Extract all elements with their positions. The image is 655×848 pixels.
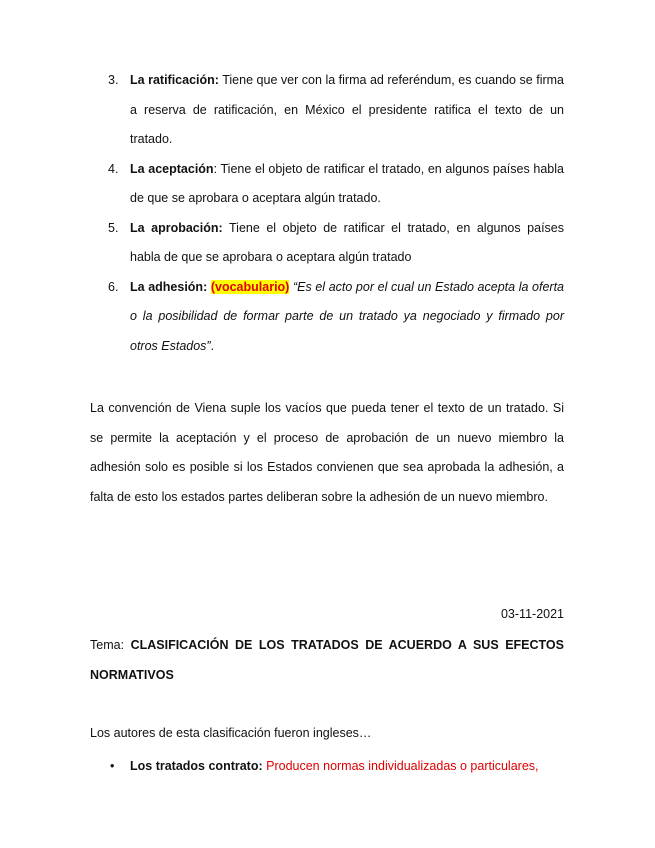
bullet-text: Producen normas individualizadas o particulares, xyxy=(262,759,539,773)
list-term: La ratificación: xyxy=(130,73,219,87)
numbered-list xyxy=(0,66,655,361)
topic-title: CLASIFICACIÓN DE LOS TRATADOS DE ACUERDO A SUS EFECTOS NORMATIVOS xyxy=(90,638,564,682)
bullet-term: Los tratados contrato: xyxy=(130,759,263,773)
intro-text: Los autores de esta clasificación fueron ingleses… xyxy=(90,726,372,740)
bullet-icon: • xyxy=(110,759,115,773)
bullet-list-item xyxy=(110,755,564,777)
list-item xyxy=(108,66,564,155)
list-number: 4. xyxy=(108,161,119,176)
list-number: 3. xyxy=(108,73,119,87)
topic-label: Tema: xyxy=(90,638,131,652)
list-text: Tiene el objeto de ratificar el tratado, en algunos países habla de que se aprobara o aceptara algún tratado xyxy=(130,220,564,264)
topic-heading xyxy=(90,631,564,690)
body-paragraph: La convención de Viena suple los vacíos que pueda tener el texto de un tratado. Si se permite la aceptación y el proceso de aprobación de un nuevo miembro la adhesión solo es posible si los Estados convienen que sea aprobada la adhesión, a falta de esto los estados partes deliberan sobre la adhesión de un nuevo miembro. xyxy=(90,401,564,504)
list-text: : Tiene el objeto de ratificar el tratado, en algunos países habla de que se aprobara o aceptara algún tratado. xyxy=(130,161,564,205)
list-item xyxy=(108,273,564,362)
list-term: La adhesión: xyxy=(130,279,208,294)
list-item xyxy=(108,214,564,273)
vocabulary-tag: (vocabulario) xyxy=(210,279,290,294)
list-item xyxy=(108,155,564,214)
list-text: Tiene que ver con la firma ad referéndum, es cuando se firma a reserva de ratificación, en México el presidente ratifica el texto de un tratado. xyxy=(130,73,564,146)
list-number: 6. xyxy=(108,279,119,294)
date-label: 03-11-2021 xyxy=(500,607,564,621)
list-number: 5. xyxy=(108,220,119,235)
definition-quote: “Es el acto por el cual un Estado acepta la oferta o la posibilidad de formar parte de un tratado ya negociado y firmado por otros Estados” xyxy=(130,279,564,353)
list-end: . xyxy=(210,338,215,353)
list-term: La aprobación: xyxy=(130,220,223,235)
list-term: La aceptación xyxy=(130,161,214,176)
